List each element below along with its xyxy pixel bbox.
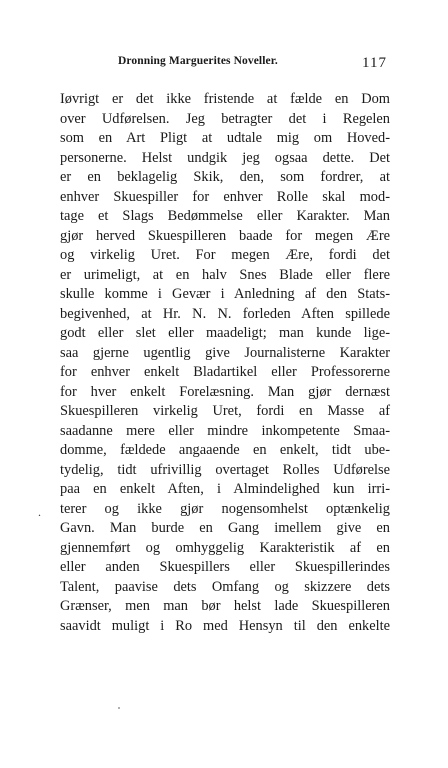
body-text xyxy=(60,90,390,636)
text-line: er urimeligt, at en halv Snes Blade eller flere xyxy=(60,266,390,283)
text-line: begivenhed, at Hr. N. N. forleden Aften spillede xyxy=(60,305,390,322)
text-line: for hver enkelt Forelæsning. Man gjør dernæst xyxy=(60,383,390,400)
text-line: Skuespilleren virkelig Uret, fordi en Masse af xyxy=(60,403,390,419)
text-line: Talent, paavise dets Omfang og skizzere dets xyxy=(60,578,390,595)
running-title: Dronning Marguerites Noveller. xyxy=(118,55,278,67)
text-line: enhver Skuespiller for enhver Rolle skal mod- xyxy=(60,188,390,205)
text-line: for enhver enkelt Bladartikel eller Professorerne xyxy=(60,364,390,380)
stray-mark xyxy=(118,707,120,709)
text-line: personerne. Helst undgik jeg ogsaa dette. Det xyxy=(60,149,390,166)
text-line: Grænser, men man bør helst lade Skuespilleren xyxy=(60,598,390,614)
text-line: og virkelig Uret. For megen Ære, fordi det xyxy=(60,247,390,263)
text-line: saavidt muligt i Ro med Hensyn til den enkelte xyxy=(60,617,390,634)
running-head xyxy=(0,55,448,75)
text-line: tydelig, tidt ufrivillig overtaget Rolles Udførelse xyxy=(60,461,390,478)
page-number: 117 xyxy=(362,55,387,71)
text-line: gjennemført og omhyggelig Karakteristik af en xyxy=(60,539,390,556)
text-line: paa en enkelt Aften, i Almindelighed kun irri- xyxy=(60,481,390,497)
text-line: saa gjerne ugentlig give Journalisterne Karakter xyxy=(60,344,390,361)
text-line: tage et Slags Bedømmelse eller Karakter. Man xyxy=(60,208,390,224)
text-line: Gavn. Man burde en Gang imellem give en xyxy=(60,520,390,536)
text-line: gjør herved Skuespilleren baade for megen Ære xyxy=(60,227,390,244)
margin-mark: . xyxy=(38,505,41,519)
text-line: eller anden Skuespillers eller Skuespillerindes xyxy=(60,559,390,575)
text-line: Iøvrigt er det ikke fristende at fælde en Dom xyxy=(60,91,390,107)
text-line: som en Art Pligt at udtale mig om Hoved- xyxy=(60,130,390,146)
text-line: er en beklagelig Skik, den, som fordrer, at xyxy=(60,169,390,185)
text-line: saadanne mere eller mindre inkompetente Smaa- xyxy=(60,422,390,439)
text-line: domme, fældede angaaende en enkelt, tidt ube- xyxy=(60,442,390,458)
text-line: godt eller slet eller maadeligt; man kunde lige- xyxy=(60,325,390,341)
text-line: terer og ikke gjør nogensomhelst optænkelig xyxy=(60,500,390,517)
text-line: over Udførelsen. Jeg betragter det i Regelen xyxy=(60,110,390,127)
text-line: skulle komme i Gevær i Anledning af den Stats- xyxy=(60,286,390,302)
